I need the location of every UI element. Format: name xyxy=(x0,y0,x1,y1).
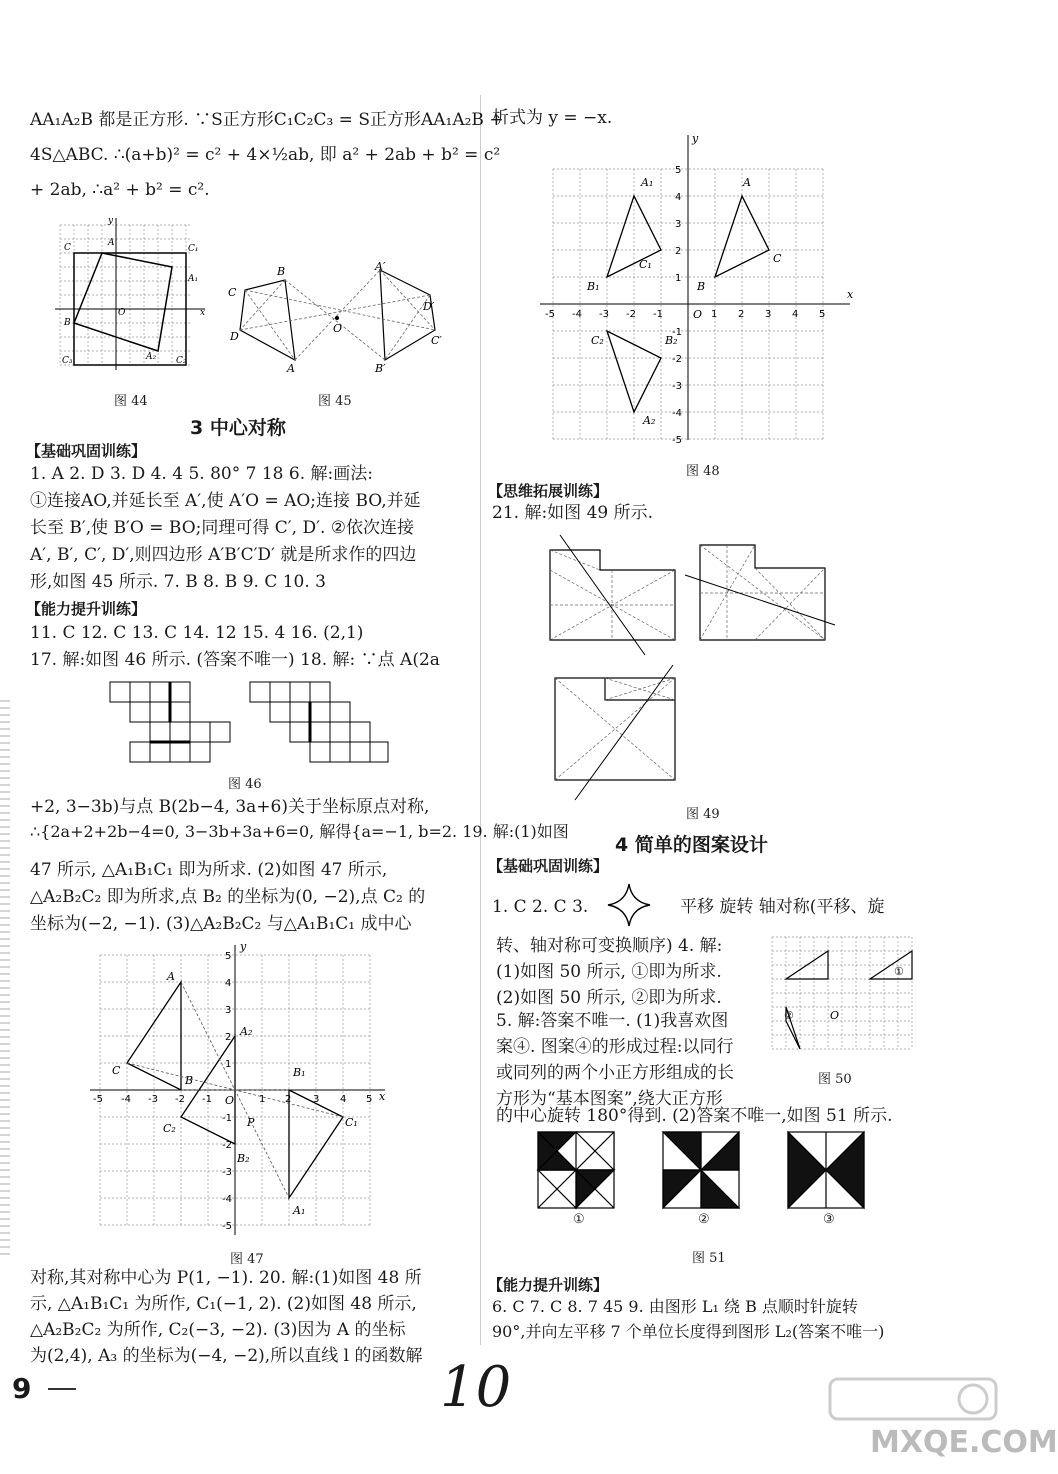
pattern-label: ③ xyxy=(823,1212,835,1227)
svg-text:-5: -5 xyxy=(93,1094,103,1105)
text-line: 坐标为(−2, −1). (3)△A₂B₂C₂ 与△A₁B₁C₁ 成中心 xyxy=(30,914,412,934)
text-line: 析式为 y = −x. xyxy=(492,108,613,128)
svg-text:A: A xyxy=(108,238,115,248)
svg-text:3: 3 xyxy=(313,1094,320,1105)
svg-text:x: x xyxy=(200,308,206,318)
svg-text:-1: -1 xyxy=(222,1113,232,1124)
text-line: A′, B′, C′, D′,则四边形 A′B′C′D′ 就是所求作的四边 xyxy=(30,545,417,565)
svg-text:3: 3 xyxy=(675,219,682,230)
svg-text:4: 4 xyxy=(675,192,682,203)
svg-text:A₁: A₁ xyxy=(641,176,654,189)
text-line: 的中心旋转 180°得到. (2)答案不唯一,如图 51 所示. xyxy=(496,1106,893,1126)
svg-text:-3: -3 xyxy=(672,381,682,392)
svg-text:B₁: B₁ xyxy=(587,280,600,293)
page-number: 9 xyxy=(12,1372,32,1405)
text-line: 90°,并向左平移 7 个单位长度得到图形 L₂(答案不唯一) xyxy=(492,1322,885,1341)
svg-text:-4: -4 xyxy=(222,1194,232,1205)
svg-text:-1: -1 xyxy=(672,327,682,338)
text-line: 转、轴对称可变换顺序) 4. 解: xyxy=(496,936,723,956)
svg-text:②: ② xyxy=(784,1009,794,1022)
figure-49 xyxy=(545,530,835,810)
svg-text:-2: -2 xyxy=(672,354,682,365)
text-line: + 2ab, ∴a² + b² = c². xyxy=(30,180,210,200)
section-header: 【思维拓展训练】 xyxy=(488,482,609,500)
text-line: (2)如图 50 所示, ②即为所求. xyxy=(496,988,722,1008)
text-line: 示, △A₁B₁C₁ 为所作, C₁(−1, 2). (2)如图 48 所示, xyxy=(30,1294,417,1314)
svg-text:O: O xyxy=(333,322,343,335)
svg-text:-4: -4 xyxy=(672,408,682,419)
svg-text:2: 2 xyxy=(675,246,682,257)
figure-51 xyxy=(535,1130,875,1210)
svg-text:A′: A′ xyxy=(375,260,386,273)
figure-caption: 图 50 xyxy=(818,1072,852,1087)
svg-text:C: C xyxy=(112,1064,121,1077)
text-line: 长至 B′,使 B′O = BO;同理可得 C′, D′. ②依次连接 xyxy=(30,518,414,538)
svg-text:O: O xyxy=(118,308,126,318)
text-line: 或同列的两个小正方形组成的长 xyxy=(496,1063,734,1083)
text-line: (1)如图 50 所示, ①即为所求. xyxy=(496,962,722,982)
section-header: 【能力提升训练】 xyxy=(26,600,147,618)
section-title: 3 中心对称 xyxy=(190,417,286,439)
svg-text:5: 5 xyxy=(819,309,826,320)
svg-text:C: C xyxy=(64,243,71,253)
svg-text:B: B xyxy=(697,280,706,293)
svg-text:-4: -4 xyxy=(572,309,582,320)
section-title: 4 简单的图案设计 xyxy=(615,834,768,856)
svg-text:A₁: A₁ xyxy=(188,274,199,284)
svg-text:y: y xyxy=(692,132,699,145)
svg-text:O: O xyxy=(693,308,703,321)
figure-47 xyxy=(85,940,395,1240)
text-line: 平移 旋转 轴对称(平移、旋 xyxy=(680,897,885,917)
text-line: 1. C 2. C 3. xyxy=(492,897,589,917)
svg-text:O: O xyxy=(225,1094,235,1107)
text-line: 对称,其对称中心为 P(1, −1). 20. 解:(1)如图 48 所 xyxy=(30,1268,422,1288)
text-line: +2, 3−3b)与点 B(2b−4, 3a+6)关于坐标原点对称, xyxy=(30,797,430,817)
svg-text:C: C xyxy=(228,286,237,299)
svg-text:-3: -3 xyxy=(599,309,609,320)
svg-text:C₃: C₃ xyxy=(62,356,73,366)
svg-text:-1: -1 xyxy=(653,309,663,320)
svg-text:C₂: C₂ xyxy=(176,356,187,366)
svg-text:2: 2 xyxy=(285,1094,292,1105)
figure-44 xyxy=(50,215,210,380)
page-dash xyxy=(48,1388,76,1390)
svg-text:3: 3 xyxy=(225,1005,232,1016)
svg-text:C′: C′ xyxy=(431,334,442,347)
svg-text:5: 5 xyxy=(675,165,682,176)
svg-text:B: B xyxy=(64,318,71,328)
text-line: △A₂B₂C₂ 为所作, C₂(−3, −2). (3)因为 A 的坐标 xyxy=(30,1320,406,1340)
svg-text:1: 1 xyxy=(675,273,682,284)
svg-text:3: 3 xyxy=(765,309,772,320)
svg-text:C: C xyxy=(773,252,782,265)
figure-46 xyxy=(100,677,390,767)
svg-text:4: 4 xyxy=(225,978,232,989)
svg-text:-5: -5 xyxy=(545,309,555,320)
svg-text:-2: -2 xyxy=(626,309,636,320)
figure-caption: 图 45 xyxy=(318,394,352,409)
text-line: 形,如图 45 所示. 7. B 8. B 9. C 10. 3 xyxy=(30,572,326,592)
svg-text:D: D xyxy=(230,330,239,343)
svg-text:-5: -5 xyxy=(672,435,682,446)
svg-text:x: x xyxy=(847,288,854,301)
watermark-logo xyxy=(828,1375,998,1423)
svg-text:A₂: A₂ xyxy=(240,1025,253,1038)
section-header: 【能力提升训练】 xyxy=(488,1276,609,1294)
svg-text:A: A xyxy=(287,362,295,375)
svg-text:A: A xyxy=(743,176,751,189)
svg-text:4: 4 xyxy=(340,1094,347,1105)
svg-text:-3: -3 xyxy=(222,1167,232,1178)
svg-text:O: O xyxy=(830,1009,840,1022)
svg-text:-4: -4 xyxy=(121,1094,131,1105)
figure-48 xyxy=(525,132,855,446)
svg-text:1: 1 xyxy=(225,1059,232,1070)
svg-text:4: 4 xyxy=(792,309,799,320)
svg-text:5: 5 xyxy=(366,1094,373,1105)
text-line: 1. A 2. D 3. D 4. 4 5. 80° 7 18 6. 解:画法: xyxy=(30,464,373,484)
svg-text:-5: -5 xyxy=(222,1221,232,1232)
svg-text:P: P xyxy=(247,1116,255,1129)
svg-text:B′: B′ xyxy=(375,362,386,375)
handwritten-number: 10 xyxy=(440,1355,512,1420)
scan-edge xyxy=(0,700,10,1260)
figure-caption: 图 44 xyxy=(114,394,148,409)
svg-text:C₁: C₁ xyxy=(639,258,652,271)
svg-text:B₂: B₂ xyxy=(665,334,678,347)
figure-caption: 图 46 xyxy=(228,777,262,792)
pattern-label: ② xyxy=(698,1212,710,1227)
svg-text:1: 1 xyxy=(711,309,718,320)
svg-text:B: B xyxy=(185,1074,194,1087)
svg-text:B₁: B₁ xyxy=(293,1066,306,1079)
svg-text:2: 2 xyxy=(225,1032,232,1043)
svg-text:B: B xyxy=(277,265,286,278)
svg-text:A₂: A₂ xyxy=(146,352,157,362)
text-line: 为(2,4), A₃ 的坐标为(−4, −2),所以直线 l 的函数解 xyxy=(30,1346,423,1366)
text-line: 47 所示, △A₁B₁C₁ 即为所求. (2)如图 47 所示, xyxy=(30,860,388,880)
pattern-label: ① xyxy=(573,1212,585,1227)
svg-text:2: 2 xyxy=(738,309,745,320)
figure-caption: 图 47 xyxy=(230,1252,264,1267)
svg-text:y: y xyxy=(240,940,247,953)
section-header: 【基础巩固训练】 xyxy=(26,442,147,460)
svg-text:B₂: B₂ xyxy=(237,1152,250,1165)
text-line: ①连接AO,并延长至 A′,使 A′O = AO;连接 BO,并延 xyxy=(30,491,421,511)
figure-45 xyxy=(225,260,450,375)
text-line: ∴{2a+2+2b−4=0, 3−3b+3a+6=0, 解得{a=−1, b=2. 19. 解:(1)如图 xyxy=(30,822,569,841)
text-line: △A₂B₂C₂ 即为所求,点 B₂ 的坐标为(0, −2),点 C₂ 的 xyxy=(30,887,426,907)
svg-text:D′: D′ xyxy=(423,300,435,313)
text-line: 5. 解:答案不唯一. (1)我喜欢图 xyxy=(496,1011,729,1031)
section-header: 【基础巩固训练】 xyxy=(488,857,609,875)
text-line: 17. 解:如图 46 所示. (答案不唯一) 18. 解: ∵点 A(2a xyxy=(30,650,440,670)
figure-caption: 图 48 xyxy=(686,464,720,479)
svg-text:-3: -3 xyxy=(148,1094,158,1105)
text-line: 4S△ABC. ∴(a+b)² = c² + 4×½ab, 即 a² + 2ab + b² = c² xyxy=(30,145,501,165)
svg-text:C₂: C₂ xyxy=(163,1122,176,1135)
text-line: 21. 解:如图 49 所示. xyxy=(492,503,654,523)
svg-text:①: ① xyxy=(894,965,904,978)
figure-50 xyxy=(770,935,915,1055)
figure-caption: 图 49 xyxy=(686,807,720,822)
column-divider xyxy=(480,95,481,1345)
text-line: 11. C 12. C 13. C 14. 12 15. 4 16. (2,1) xyxy=(30,623,364,643)
svg-text:-2: -2 xyxy=(175,1094,185,1105)
four-point-star-icon xyxy=(606,882,652,928)
text-line: 方形为“基本图案”,绕大正方形 xyxy=(496,1089,723,1109)
svg-text:-2: -2 xyxy=(222,1140,232,1151)
svg-text:-1: -1 xyxy=(202,1094,212,1105)
text-line: 案④. 图案④的形成过程:以同行 xyxy=(496,1037,734,1057)
svg-text:A₁: A₁ xyxy=(293,1204,306,1217)
watermark-text: MXQE.COM xyxy=(870,1425,1058,1460)
text-line: 6. C 7. C 8. 7 45 9. 由图形 L₁ 绕 B 点顺时针旋转 xyxy=(492,1297,858,1316)
svg-text:C₁: C₁ xyxy=(188,244,199,254)
svg-text:A₂: A₂ xyxy=(643,414,656,427)
svg-text:5: 5 xyxy=(225,951,232,962)
svg-text:C₁: C₁ xyxy=(345,1116,358,1129)
svg-text:A: A xyxy=(167,970,175,983)
svg-text:C₂: C₂ xyxy=(591,334,604,347)
figure-caption: 图 51 xyxy=(692,1251,726,1266)
svg-text:1: 1 xyxy=(259,1094,266,1105)
text-line: AA₁A₂B 都是正方形. ∵S正方形C₁C₂C₃ = S正方形AA₁A₂B + xyxy=(30,110,504,130)
svg-text:x: x xyxy=(379,1090,386,1103)
svg-text:y: y xyxy=(108,216,114,226)
